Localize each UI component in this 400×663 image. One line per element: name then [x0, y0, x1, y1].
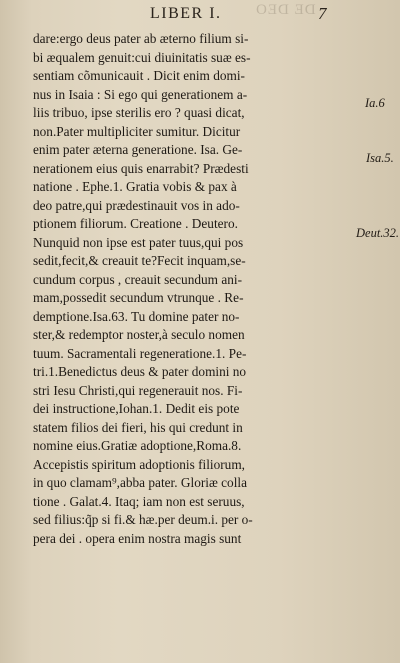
text-line: deo patre,qui prædestinauit vos in ado-: [33, 197, 240, 213]
text-line: Accepistis spiritum adoptionis filiorum,: [33, 456, 245, 472]
page-header: [0, 4, 400, 28]
bleed-through-text: DE DEO: [255, 2, 316, 18]
text-line: sed filius:q̃p si fi.& hæ.per deum.i. per o-: [33, 512, 253, 527]
text-line: tuum. Sacramentali regeneratione.1. Pe-: [33, 345, 247, 361]
text-line: stri Iesu Christi,qui regenerauit nos. Fi-: [33, 382, 243, 398]
text-line: nomine eius.Gratiæ adoptione,Roma.8.: [33, 438, 242, 453]
text-line: ster,& redemptor noster,à seculo nomen: [33, 327, 245, 342]
text-line: Nunquid non ipse est pater tuus,qui pos: [33, 234, 244, 250]
text-line: demptione.Isa.63. Tu domine pater no-: [33, 308, 240, 324]
margin-note-isaiah-5: Isa.5.: [366, 151, 394, 165]
text-line: nerationem eius quis enarrabit? Prædesti: [33, 160, 249, 176]
text-line: non.Pater multipliciter sumitur. Dicitur: [33, 123, 241, 139]
running-title: LIBER I.: [150, 5, 222, 22]
text-line: ptionem filiorum. Creatione . Deutero.: [33, 216, 238, 231]
text-line: dare:ergo deus pater ab æterno filium si-: [33, 31, 249, 46]
text-line: tione . Galat.4. Itaq; iam non est seruus,: [33, 493, 245, 509]
margin-note-deuteronomy: Deut.32.: [356, 226, 400, 240]
text-line: statem filios dei fieri, his qui credunt in: [33, 419, 243, 435]
text-line: bi æqualem genuit:cui diuinitatis suæ es-: [33, 49, 251, 65]
text-line: sedit,fecit,& creauit te?Fecit inquam,se-: [33, 253, 246, 268]
text-line: liis tribuo, ipse sterilis ero ? quasi dicat,: [33, 105, 245, 120]
text-line: cundum corpus , creauit secundum ani-: [33, 271, 242, 287]
text-line: in quo clamam⁹,abba pater. Gloriæ colla: [33, 475, 247, 490]
page-number: 7: [318, 4, 327, 23]
text-line: tri.1.Benedictus deus & pater domini no: [33, 364, 247, 379]
text-line: nus in Isaia : Si ego qui generationem a-: [33, 86, 248, 102]
text-line: pera dei . opera enim nostra magis sunt: [33, 530, 242, 546]
text-line: sentiam cõmunicauit . Dicit enim domi-: [33, 68, 245, 83]
margin-note-isaiah: Ia.6: [365, 96, 385, 110]
body-text: [33, 30, 363, 548]
text-line: enim pater æterna generatione. Isa. Ge-: [33, 142, 243, 157]
text-line: dei instructione,Iohan.1. Dedit eis pote: [33, 401, 240, 416]
text-line: mam,possedit secundum vtrunque . Re-: [33, 290, 244, 305]
text-line: natione . Ephe.1. Gratia vobis & pax à: [33, 179, 237, 194]
